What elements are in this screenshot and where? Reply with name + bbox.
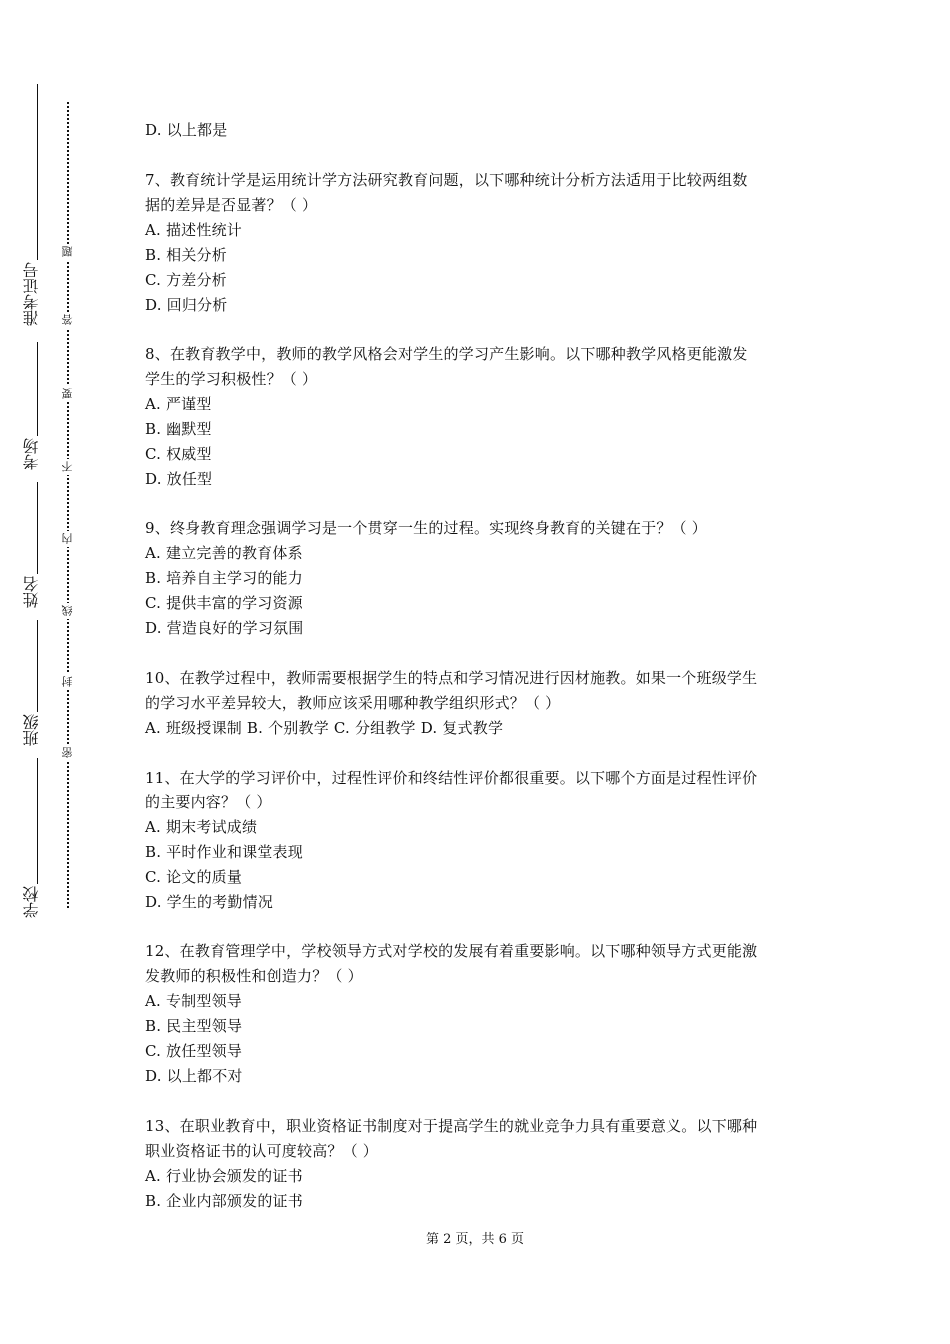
name-label: 姓名	[22, 576, 41, 608]
option-line: D. 以上都不对	[145, 1067, 243, 1085]
option-line: C. 论文的质量	[145, 868, 243, 886]
option-line: D. 放任型	[145, 470, 213, 488]
option-line: A. 描述性统计	[145, 221, 242, 239]
option-line: B. 培养自主学习的能力	[145, 569, 303, 587]
school-label: 学校	[22, 886, 41, 918]
seal-char: 密	[60, 745, 76, 761]
option-line: A. 严谨型	[145, 395, 212, 413]
question-line: 12、在教育管理学中，学校领导方式对学校的发展有着重要影响。以下哪种领导方式更能激	[145, 942, 758, 960]
option-line: D. 回归分析	[145, 296, 228, 314]
option-line: A. 建立完善的教育体系	[145, 544, 303, 562]
question-line: 8、在教育教学中，教师的教学风格会对学生的学习产生影响。以下哪种教学风格更能激发	[145, 345, 748, 363]
option-line: A. 专制型领导	[145, 992, 242, 1010]
option-line: B. 民主型领导	[145, 1017, 243, 1035]
option-line: C. 放任型领导	[145, 1042, 243, 1060]
option-line: B. 企业内部颁发的证书	[145, 1192, 303, 1210]
question-line: 的学习水平差异较大，教师应该采用哪种教学组织形式？（ ）	[145, 694, 561, 712]
question-line: 学生的学习积极性？（ ）	[145, 370, 318, 388]
seal-dotted-line	[67, 102, 69, 908]
seal-char: 线	[60, 603, 76, 619]
option-line: C. 方差分析	[145, 271, 227, 289]
exam-id-label: 准考证号	[22, 262, 41, 326]
question-line: 发教师的积极性和创造力？（ ）	[145, 967, 363, 985]
binding-line	[37, 620, 38, 712]
option-line: C. 权威型	[145, 445, 212, 463]
seal-char: 封	[60, 674, 76, 690]
option-line: D. 学生的考勤情况	[145, 893, 274, 911]
question-line: 7、教育统计学是运用统计学方法研究教育问题，以下哪种统计分析方法适用于比较两组数	[145, 171, 748, 189]
binding-line	[37, 342, 38, 436]
seal-char: 题	[60, 244, 76, 260]
question-line: 据的差异是否显著？（ ）	[145, 196, 318, 214]
option-line: B. 相关分析	[145, 246, 227, 264]
question-line: 职业资格证书的认可度较高？（ ）	[145, 1142, 378, 1160]
seal-char: 要	[60, 386, 76, 402]
exam-room-label: 考场	[22, 438, 41, 470]
binding-line	[37, 84, 38, 260]
seal-char: 不	[60, 459, 76, 475]
binding-line	[37, 758, 38, 884]
binding-margin	[0, 0, 120, 1344]
option-line: B. 平时作业和课堂表现	[145, 843, 303, 861]
seal-char: 内	[60, 531, 76, 547]
binding-line	[37, 482, 38, 574]
option-line: B. 幽默型	[145, 420, 212, 438]
page-number: 第 2 页，共 6 页	[425, 1232, 525, 1247]
option-line: A. 班级授课制 B. 个别教学 C. 分组教学 D. 复式教学	[145, 719, 504, 737]
option-line: A. 行业协会颁发的证书	[145, 1167, 303, 1185]
question-line: 13、在职业教育中，职业资格证书制度对于提高学生的就业竞争力具有重要意义。以下哪种	[145, 1117, 758, 1135]
question-line: 9、终身教育理念强调学习是一个贯穿一生的过程。实现终身教育的关键在于？（ ）	[145, 519, 707, 537]
question-line: 11、在大学的学习评价中，过程性评价和终结性评价都很重要。以下哪个方面是过程性评价	[145, 769, 758, 787]
class-label: 班级	[22, 714, 41, 746]
option-line: A. 期末考试成绩	[145, 818, 258, 836]
question-line: 的主要内容？（ ）	[145, 793, 272, 811]
seal-char: 答	[60, 312, 76, 328]
option-line: D. 营造良好的学习氛围	[145, 619, 304, 637]
option-line: C. 提供丰富的学习资源	[145, 594, 303, 612]
question-line: 10、在教学过程中，教师需要根据学生的特点和学习情况进行因材施教。如果一个班级学生	[145, 669, 758, 687]
option-line: D. 以上都是	[145, 121, 228, 139]
